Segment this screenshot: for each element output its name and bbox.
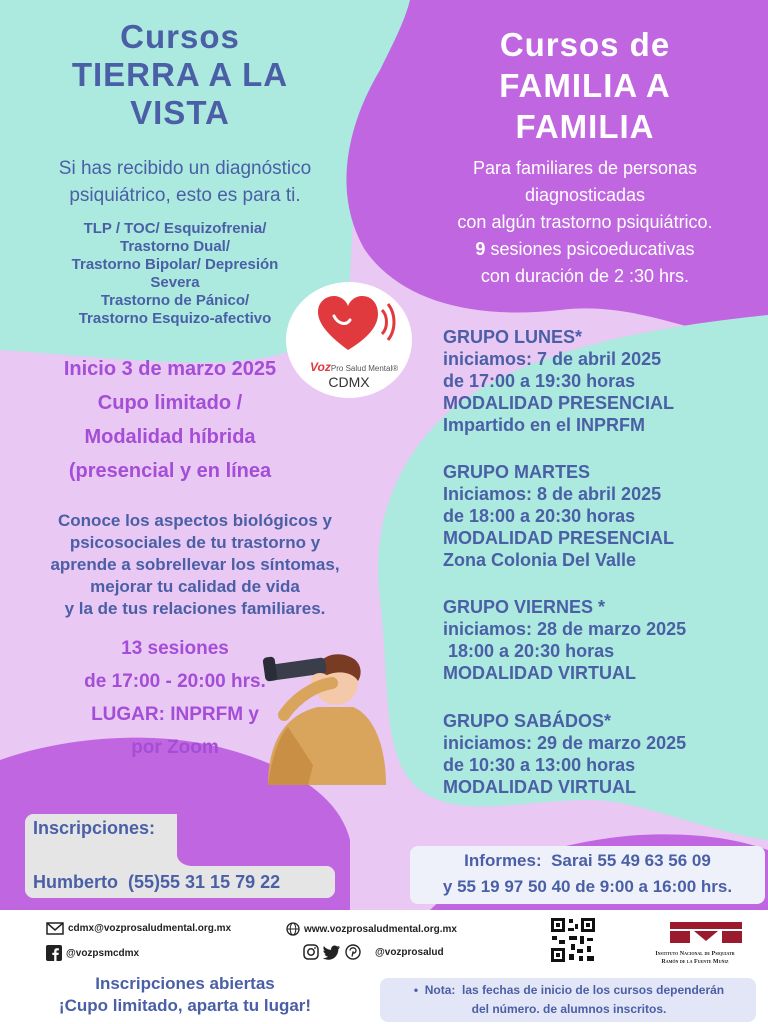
facebook-icon <box>46 945 62 961</box>
footer-social <box>303 944 444 960</box>
right-title-line: FAMILIA <box>515 108 655 145</box>
logo-tagline-text: Pro Salud Mental <box>330 364 393 373</box>
fam-sessions-line <box>420 236 750 263</box>
group-tuesday <box>443 461 763 571</box>
right-title-line: FAMILIA A <box>499 67 671 104</box>
open-registration <box>15 973 355 1017</box>
footer-email <box>46 922 231 935</box>
note-line: del número. de alumnos inscritos. <box>471 1002 667 1016</box>
open-registration-line: ¡Cupo limitado, aparta tu lugar! <box>58 996 312 1015</box>
diagnosis-list <box>40 220 310 328</box>
institute-line: Instituto Nacional de Psiquiatr <box>655 951 735 957</box>
social-handle[interactable]: @vozprosalud <box>375 946 444 958</box>
description-line: psicosociales de tu trastorno y <box>69 533 321 552</box>
institute-logo-icon <box>670 920 742 944</box>
sessions-line: 13 sesiones <box>121 638 229 659</box>
registration-label: Inscripciones: <box>33 818 156 838</box>
note-text <box>386 981 752 1019</box>
person-with-spyglass-illustration <box>258 645 398 785</box>
left-course-title <box>30 18 330 132</box>
right-title-line: Cursos de <box>499 26 671 63</box>
description-line: aprende a sobrellevar los síntomas, <box>50 555 340 574</box>
description-line: y la de tus relaciones familiares. <box>64 599 326 618</box>
pinterest-icon[interactable] <box>345 944 361 960</box>
group-line: iniciamos: 7 de abril 2025 <box>443 349 662 369</box>
group-line: MODALIDAD PRESENCIAL <box>443 393 675 413</box>
logo-tagline <box>310 360 400 374</box>
footer-website <box>286 922 457 936</box>
logo-registered: ® <box>392 364 399 373</box>
group-monday <box>443 326 763 436</box>
open-registration-line: Inscripciones abiertas <box>95 974 275 993</box>
group-line: de 17:00 a 19:30 horas <box>443 371 636 391</box>
logo-brand: Voz <box>310 360 331 374</box>
left-course-intro: Si has recibido un diagnóstico psiquiátrico, esto es para ti. <box>58 158 312 206</box>
group-line: MODALIDAD PRESENCIAL <box>443 528 675 548</box>
diagnosis-line: Trastorno de Pánico/ <box>100 292 250 309</box>
start-info <box>20 352 320 488</box>
start-info-line: (presencial y en línea <box>68 460 272 482</box>
bullet-icon: • <box>413 983 425 997</box>
globe-icon <box>286 922 300 936</box>
facebook-handle[interactable]: @vozpsmcdmx <box>66 947 140 959</box>
diagnosis-line: Trastorno Esquizo-afectivo <box>78 310 272 327</box>
left-title-line: Cursos <box>120 18 240 55</box>
right-course-title <box>430 24 740 147</box>
diagnosis-line: Trastorno Bipolar/ Depresión <box>71 256 279 273</box>
diagnosis-line: TLP / TOC/ Esquizofrenia/ <box>83 220 267 237</box>
diagnosis-line: Severa <box>150 274 200 291</box>
qr-code[interactable] <box>549 916 597 964</box>
left-title-line: TIERRA A LA <box>71 56 289 93</box>
description-line: mejorar tu calidad de vida <box>90 577 300 596</box>
website-text[interactable]: www.vozprosaludmental.org.mx <box>304 923 457 935</box>
registration-contact: Humberto (55)55 31 15 79 22 <box>33 872 281 892</box>
informes-text <box>410 848 765 900</box>
group-line: MODALIDAD VIRTUAL <box>443 663 636 683</box>
sessions-text: sesiones psicoeducativas <box>485 239 695 259</box>
group-line: 18:00 a 20:30 horas <box>443 641 615 661</box>
group-line: iniciamos: 29 de marzo 2025 <box>443 733 687 753</box>
group-line: iniciamos: 28 de marzo 2025 <box>443 619 687 639</box>
group-line: GRUPO SABÁDOS* <box>443 711 612 731</box>
fam-intro-line: Para familiares de personas <box>472 158 698 178</box>
group-line: de 10:30 a 13:00 horas <box>443 755 636 775</box>
fam-intro-line: diagnosticadas <box>524 185 646 205</box>
start-info-line: Modalidad híbrida <box>84 426 256 448</box>
informes-line: Informes: Sarai 55 49 63 56 09 <box>464 851 711 870</box>
right-course-intro <box>420 155 750 290</box>
instagram-icon[interactable] <box>303 944 319 960</box>
fam-intro-line: con algún trastorno psiquiátrico. <box>457 212 713 232</box>
group-friday <box>443 596 763 684</box>
voz-logo <box>286 282 412 398</box>
email-text[interactable]: cdmx@vozprosaludmental.org.mx <box>68 923 232 934</box>
twitter-icon[interactable] <box>323 944 341 960</box>
mail-icon <box>46 922 64 935</box>
course-description <box>0 510 390 620</box>
footer-facebook <box>46 945 139 961</box>
group-line: Iniciamos: 8 de abril 2025 <box>443 484 662 504</box>
informes-line: y 55 19 97 50 40 de 9:00 a 16:00 hrs. <box>442 877 733 896</box>
sessions-line: de 17:00 - 20:00 hrs. <box>84 671 266 692</box>
left-title-line: VISTA <box>130 94 230 131</box>
sessions-line: por Zoom <box>131 737 219 758</box>
start-info-line: Inicio 3 de marzo 2025 <box>63 358 277 380</box>
institute-name <box>630 950 760 966</box>
sessions-line: LUGAR: INPRFM y <box>91 704 259 725</box>
sessions-count: 9 <box>475 239 486 259</box>
heart-face-logo-icon <box>316 294 396 356</box>
group-line: MODALIDAD VIRTUAL <box>443 777 636 797</box>
diagnosis-line: Trastorno Dual/ <box>119 238 231 255</box>
institute-line: Ramón de la Fuente Muñiz <box>661 959 729 965</box>
group-line: GRUPO MARTES <box>443 462 591 482</box>
note-line-text: Nota: las fechas de inicio de los cursos dependerán <box>424 983 725 997</box>
description-line: Conoce los aspectos biológicos y <box>58 511 332 530</box>
group-saturday <box>443 710 763 798</box>
fam-duration-line: con duración de 2 :30 hrs. <box>480 266 690 286</box>
group-line: Impartido en el INPRFM <box>443 415 646 435</box>
note-line <box>386 981 752 1000</box>
group-line: Zona Colonia Del Valle <box>443 550 637 570</box>
group-line: de 18:00 a 20:30 horas <box>443 506 636 526</box>
logo-city: CDMX <box>328 374 370 390</box>
group-line: GRUPO LUNES* <box>443 327 583 347</box>
start-info-line: Cupo limitado / <box>97 392 243 414</box>
group-line: GRUPO VIERNES * <box>443 597 606 617</box>
